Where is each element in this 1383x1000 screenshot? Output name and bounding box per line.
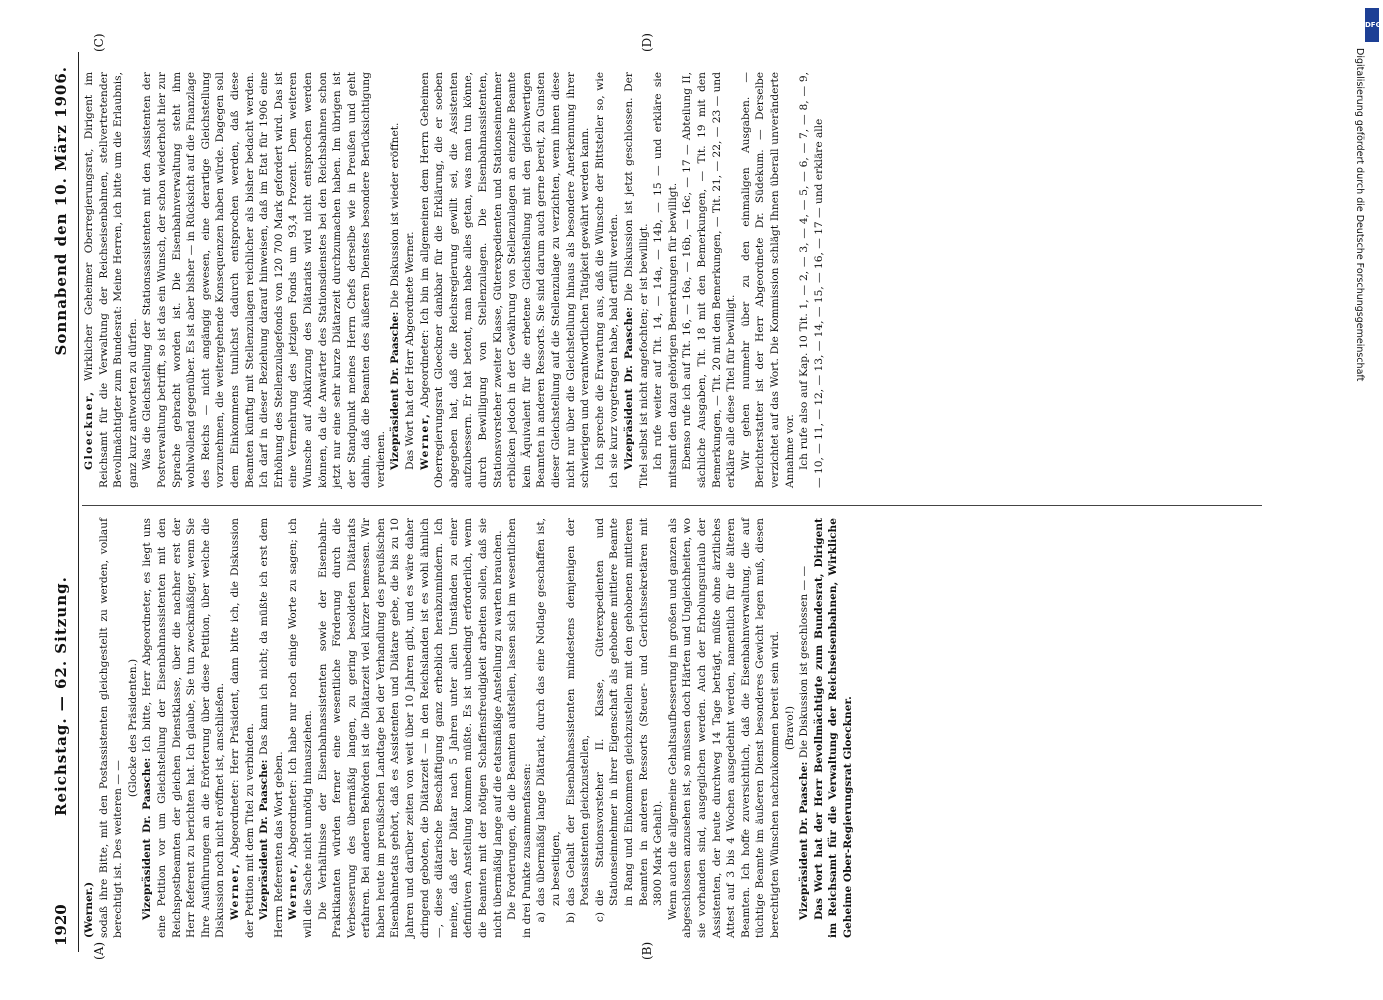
speaker-name: (Werner.)	[83, 881, 95, 938]
list-item: a) das übermäßig lange Diätariat, durch das eine Notlage geschaffen ist, zu beseitigen,	[535, 518, 562, 923]
paragraph: Die Forderungen, die die Beamten aufstellen, lassen sich im wesentlichen in drei Punkte zusammenfassen:	[506, 518, 533, 938]
column-divider	[82, 505, 1262, 506]
paragraph: sodaß ihre Bitte, mit den Postassistenten gleichgestellt zu werden, vollauf berechtigt ist. Des weiteren — —	[97, 518, 125, 938]
paragraph: Werner, Abgeordneter: Herr Präsident, dann bitte ich, die Diskussion der Petition mit dem Titel zu verbinden.	[228, 517, 256, 938]
speaker-name: Werner,	[418, 412, 431, 470]
margin-marker-b: (B)	[640, 941, 654, 960]
speaker-name: Werner,	[228, 862, 241, 920]
left-column	[82, 518, 855, 938]
stage-direction: (Bravo!)	[783, 705, 796, 751]
paragraph: Die Verhältnisse der Eisenbahnassistenten sowie der Eisenbahn-Praktikanten würden ferner eine wesentliche Förderung durch die Verbesserung des übermäßig langen, zu gering besoldeten Diätariats erfahren. Bei anderen Behörden ist die Diätarzeit viel kürzer bemessen. Wir haben heute im preußischen Landtage bei der Verhandlung des preußischen Eisenbahnetats gehört, daß es Assistenten und Diätare gebe, die bis zu 10 Jahren und darüber zeiten von weit über 10 Jahren gibt, und es wäre daher dringend geboten, die Diätarzeit — in den Reichslanden ist es wohl ähnlich —, diese diätarische Beschäftigung ganz erheblich herabzumindern. Ich meine, daß der Diätar nach 5 Jahren unter allen Umständen zu einer definitiven Anstellung kommen müßte. Es ist unbedingt erforderlich, wenn die Beamten mit der nötigen Schaffensfreudigkeit arbeiten sollen, daß sie nicht übermäßig lange auf die etatsmäßige Anstellung zu warten brauchen.	[316, 518, 504, 938]
dfg-credit: Digitalisierung gefördert durch die Deutsche Forschungsgemeinschaft	[1354, 48, 1365, 382]
paragraph: Gloeckner, Wirklicher Geheimer Oberregierungsrat, Dirigent im Reichsamt für die Verwaltung der Reichseisenbahnen, stellvertretender Bevollmächtigter zum Bundesrat: Meine Herren, ich bitte um die Erlaubnis, ganz kurz antworten zu dürfen.	[83, 72, 139, 488]
paragraph: Vizepräsident Dr. Paasche: Das kann ich nicht; da müßte ich erst dem Herrn Referenten das Wort geben.	[258, 517, 285, 938]
paragraph: Ich spreche die Erwartung aus, daß die Wünsche der Bittsteller so, wie ich sie kurz vorgetragen habe, bald erfüllt werden.	[593, 72, 621, 488]
paragraph: Ebenso rufe ich auf Tit. 16, — 16a, — 16b, — 16c, — 17 — Abteilung II, sächliche Ausgaben, Tit. 18 mit den Bemerkungen, — Tit. 19 mit den Bemerkungen, — Tit. 20 mit den Bemerkungen, — Tit. 21, — 22, — 23 — und erkläre alle diese Titel für bewilligt.	[681, 72, 738, 488]
dfg-sidebar	[1354, 0, 1383, 1000]
right-column	[82, 72, 826, 488]
header-session: Reichstag. — 62. Sitzung.	[52, 576, 70, 816]
list-item: c) die Stationsvorsteher II. Klasse, Güterexpedienten und Stationseinnehmer in ihrer Eigenschaft als gehobene mittlere Beamte in Rang und Einkommen gleichzustellen mit den gehobenen mittleren Beamten in anderen Ressorts (Steuer- und Gerichtssekretären mit 3800 Mark Gehalt).	[593, 518, 665, 923]
paragraph: Wir gehen nunmehr über zu den einmaligen Ausgaben. — Berichterstatter ist der Herr Abgeordnete Dr. Südekum. — Derselbe verzichtet auf das Wort. Die Kommission schlägt Ihnen überall unveränderte Annahme vor.	[739, 72, 796, 488]
stage-direction: (Glocke des Präsidenten.)	[126, 658, 139, 798]
paragraph: Wenn auch die allgemeine Gehaltsaufbesserung im großen und ganzen als abgeschlossen anzusehen ist, so müssen doch Härten und Ungleichheiten, wo sie vorhanden sind, ausgeglichen werden. Auch der Erholungsurlaub der Assistenten, der heute durchweg 14 Tage beträgt, müßte ohne ärztliches Attest auf 3 bis 4 Wochen ausgedehnt werden, namentlich für die älteren Beamten. Ich hoffe zuversichtlich, daß die Eisenbahnverwaltung, die auf tüchtige Beamte im äußeren Dienst besonderes Gewicht legen muß, diesen berechtigten Wünschen nachzukommen bereit sein wird.	[666, 518, 781, 938]
page-number: 1920	[52, 904, 70, 946]
speaker-name: Vizepräsident Dr. Paasche:	[622, 306, 635, 470]
dfg-logo: DFG	[1365, 8, 1379, 42]
paragraph: Vizepräsident Dr. Paasche: Ich bitte, Herr Abgeordneter, es liegt uns eine Petition vor um Gleichstellung der Eisenbahnassistenten mit den Reichspostbeamten der gleichen Dienstklasse, über die nachher erst der Herr Referent zu berichten hat. Ich glaube, Sie tun zweckmäßiger, wenn Sie Ihre Ausführungen an die Erörterung über diese Petition, über welche die Diskussion noch nicht eröffnet ist, anschließen.	[141, 518, 227, 938]
margin-marker-d: (D)	[640, 33, 654, 52]
paragraph: Werner, Abgeordneter: Ich habe nur noch einige Worte zu sagen; ich will die Sache nicht unnötig hinausziehen.	[287, 518, 314, 938]
speaker-name: Gloeckner,	[83, 390, 95, 470]
speaker-name: Vizepräsident Dr. Paasche:	[798, 761, 811, 920]
speaker-name: Vizepräsident Dr. Paasche:	[258, 759, 271, 920]
paragraph	[82, 518, 97, 938]
paragraph: Vizepräsident Dr. Paasche: Die Diskussion ist geschlossen — —	[798, 565, 811, 920]
speaker-name: Vizepräsident Dr. Paasche:	[141, 757, 154, 920]
margin-marker-a: (A)	[92, 941, 106, 960]
paragraph: Was die Gleichstellung der Stationsassistenten mit den Assistenten der Postverwaltung betrifft, so ist das ein Wunsch, der schon wiederholt hier zur Sprache gebracht worden ist. Die Eisenbahnverwaltung steht ihm wohlwollend gegenüber. Es ist aber bisher — in Rücksicht auf die Finanzlage des Reichs — nicht angängig gewesen, eine derartige Gleichstellung vorzunehmen, die weitergehende Konsequenzen haben würde. Dagegen soll dem Einkommens tunlichst dadurch entsprochen werden, daß diese Beamten künftig mit Stellenzulagen reichlicher als bisher bedacht werden. Ich darf in dieser Beziehung darauf hinweisen, daß im Etat für 1906 eine Erhöhung des Stellenzulagefonds von 120 700 Mark gefordert wird. Das ist eine Vermehrung des jetzigen Fonds um 93,4 Prozent. Dem weiteren Wunsche auf Abkürzung des Diätariats wird nicht entsprochen werden können, da die Anwärter des Stationsdienstes bei den Reichsbahnen schon jetzt nur eine sehr kurze Diätarzeit durchzumachen haben. Im übrigen ist der Standpunkt meines Herrn Chefs derselbe wie in Preußen und geht dahin, daß die Beamten des äußeren Dienstes besondere Berücksichtigung verdienen.	[141, 72, 387, 488]
speaker-name: Vizepräsident Dr. Paasche:	[389, 311, 402, 470]
paragraph: Das Wort hat der Herr Bevollmächtigte zum Bundesrat, Dirigent im Reichsamt für die Verwaltung der Reichseisenbahnen, Wirkliche Geheime Ober-Regierungsrat Gloeckner.	[812, 518, 854, 938]
paragraph: Vizepräsident Dr. Paasche: Die Diskussion ist wieder eröffnet.	[389, 122, 402, 470]
page-header	[52, 66, 78, 946]
paragraph: Vizepräsident Dr. Paasche: Die Diskussion ist jetzt geschlossen. Der Titel selbst ist nicht angefochten; er ist bewilligt.	[622, 72, 650, 488]
paragraph: Das Wort hat der Herr Abgeordnete Werner.	[404, 231, 417, 470]
paragraph: Werner, Abgeordneter: Ich bin im allgemeinen dem Herrn Geheimen Oberregierungsrat Gloeckner dankbar für die Erklärung, die er soeben abgegeben hat, daß die Reichsregierung gewillt sei, die Assistenten aufzubessern. Er hat betont, man habe alles getan, was man tun könne, durch Bewilligung von Stellenzulagen. Die Eisenbahnassistenten, Stationsvorsteher zweiter Klasse, Güterexpedienten und Stationseinnehmer erblicken jedoch in der Gewährung von Stellenzulagen an einzelne Beamte kein Äquivalent für die erbetene Gleichstellung mit den gleichwertigen Beamten in anderen Ressorts. Sie sind darum auch gerne bereit, zu Gunsten dieser Gleichstellung auf die Stellenzulage zu verzichten, wenn ihnen diese nicht nur über die Gleichstellung hinaus als besondere Anerkennung ihrer schwierigen und verantwortlichen Tätigkeit gewährt werden kann.	[418, 72, 592, 488]
header-rule	[78, 52, 79, 952]
speaker-name: Werner,	[287, 862, 300, 920]
paragraph: Ich rufe also auf Kap. 10 Tit. 1, — 2, — 3, — 4, — 5, — 6, — 7, — 8, — 9, — 10, — 11, — 12, — 13, — 14, — 15, — 16, — 17 — und erkläre alle	[798, 72, 825, 488]
list-item: b) das Gehalt der Eisenbahnassistenten mindestens demjenigen der Postassistenten gleichzustellen,	[564, 518, 592, 923]
margin-marker-c: (C)	[92, 33, 106, 52]
header-date: Sonnabend den 10. März 1906.	[52, 66, 70, 356]
paragraph: Ich rufe weiter auf Tit. 14, — 14a, — 14b, — 15 — und erkläre sie mitsamt den dazu gehörigen Bemerkungen für bewilligt.	[652, 72, 679, 488]
